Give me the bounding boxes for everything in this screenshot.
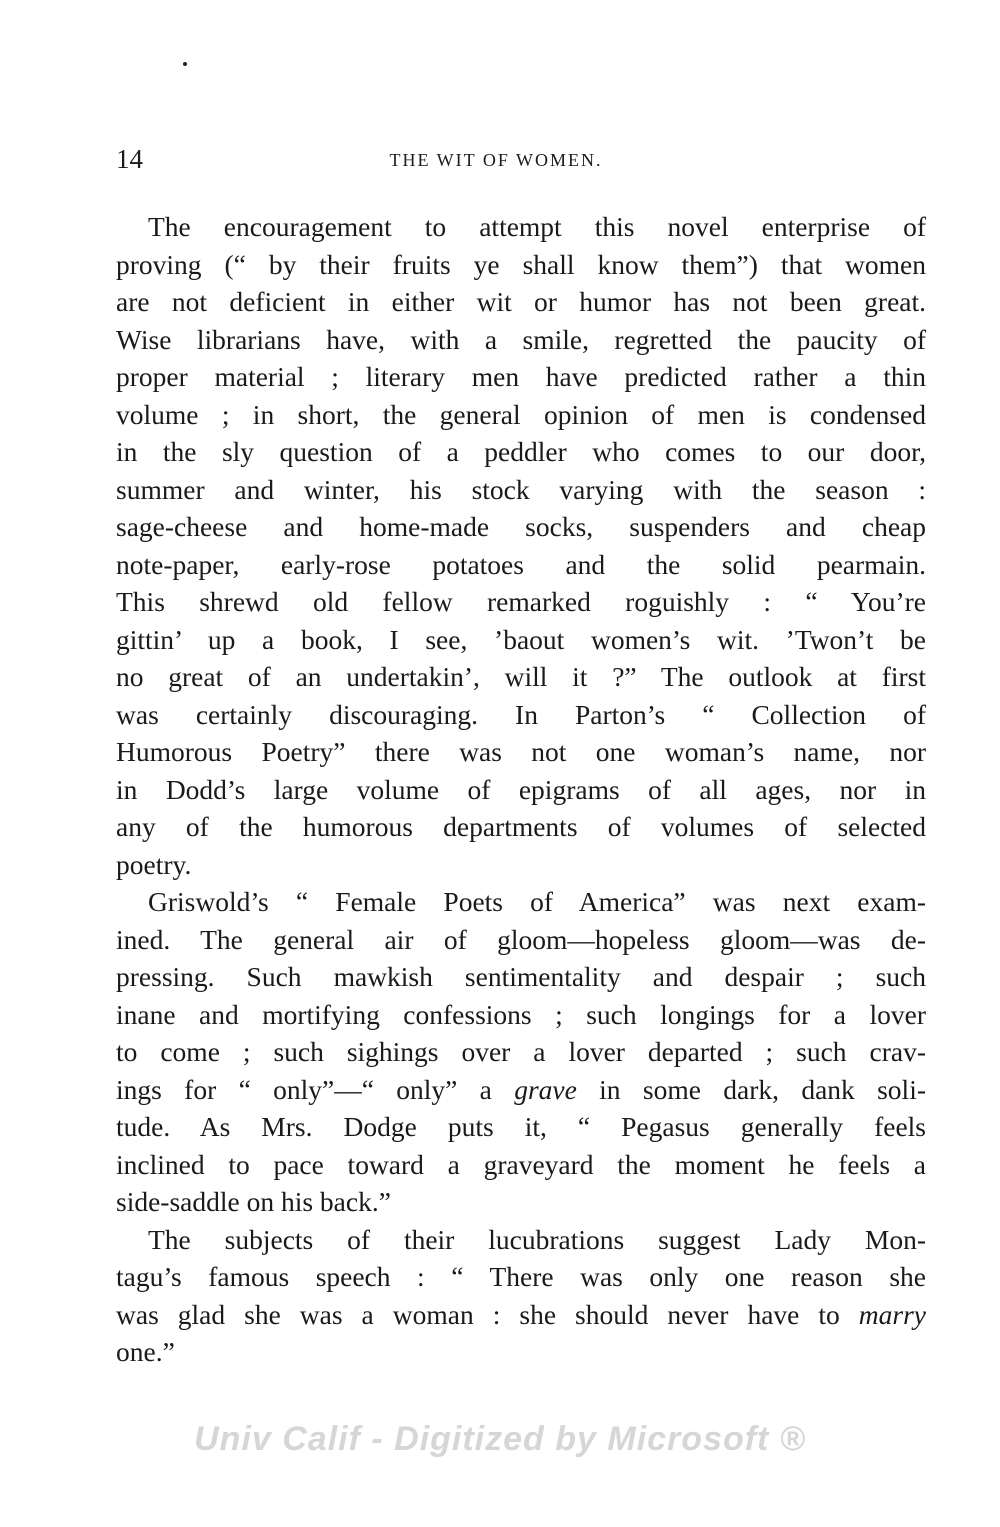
text-line: one.” — [116, 1336, 175, 1367]
italic-word-marry: marry — [858, 1298, 926, 1330]
text-segment: in some dark, dank soli- — [576, 1073, 926, 1105]
page-number: 14 — [116, 144, 143, 174]
body-text — [116, 208, 926, 1371]
digitization-watermark: Univ Calif - Digitized by Microsoft ® — [194, 1420, 806, 1458]
text-line: Humorous Poetry” there was not one woman’s name, nor — [116, 736, 926, 767]
text-line: ined. The general air of gloom—hopeless gloom—was de- — [116, 923, 926, 955]
text-line: volume ; in short, the general opinion of men is condensed — [116, 398, 926, 430]
ink-speck — [183, 62, 187, 66]
text-line: proper material ; literary men have predicted rather a thin — [116, 361, 926, 392]
text-line: note-paper, early-rose potatoes and the solid pearmain. — [116, 548, 926, 580]
text-line: inclined to pace toward a graveyard the moment he feels a — [116, 1148, 926, 1180]
text-line: gittin’ up a book, I see, ’baout women’s wit. ’Twon’t be — [116, 623, 926, 655]
text-line: was certainly discouraging. In Parton’s “ Collection of — [116, 698, 926, 730]
text-line: are not deficient in either wit or humor has not been great. — [116, 286, 926, 317]
text-segment: was glad she was a woman : she should never have to — [116, 1298, 859, 1330]
text-line: side-saddle on his back.” — [116, 1186, 391, 1217]
text-line-mixed — [116, 1071, 926, 1109]
text-line: in Dodd’s large volume of epigrams of all ages, nor in — [116, 773, 926, 805]
text-line: summer and winter, his stock varying with the season : — [116, 473, 926, 505]
text-segment: ings for “ only”—“ only” a — [116, 1073, 515, 1105]
text-line: to come ; such sighings over a lover departed ; such crav- — [116, 1036, 926, 1067]
text-line: no great of an undertakin’, will it ?” The outlook at first — [116, 661, 926, 692]
text-line: tude. As Mrs. Dodge puts it, “ Pegasus generally feels — [116, 1111, 926, 1142]
running-head — [116, 144, 926, 184]
text-line: inane and mortifying confessions ; such longings for a lover — [116, 998, 926, 1030]
running-title: THE WIT OF WOMEN. — [389, 150, 603, 170]
text-line: proving (“ by their fruits ye shall know them”) that women — [116, 248, 926, 280]
text-line: This shrewd old fellow remarked roguishly : “ You’re — [116, 586, 926, 617]
text-line: poetry. — [116, 848, 192, 880]
text-line: The encouragement to attempt this novel enterprise of — [148, 211, 926, 242]
text-line: any of the humorous departments of volumes of selected — [116, 811, 926, 842]
text-line: tagu’s famous speech : “ There was only one reason she — [116, 1261, 926, 1292]
text-line: in the sly question of a peddler who comes to our door, — [116, 436, 926, 467]
text-line: Griswold’s “ Female Poets of America” was next exam- — [148, 886, 926, 917]
text-line-mixed — [116, 1296, 926, 1334]
text-line: pressing. Such mawkish sentimentality and despair ; such — [116, 961, 926, 992]
text-line: Wise librarians have, with a smile, regretted the paucity of — [116, 323, 926, 355]
italic-word-grave: grave — [514, 1073, 577, 1105]
text-line: sage-cheese and home-made socks, suspenders and cheap — [116, 511, 926, 542]
text-line: The subjects of their lucubrations suggest Lady Mon- — [148, 1223, 926, 1255]
